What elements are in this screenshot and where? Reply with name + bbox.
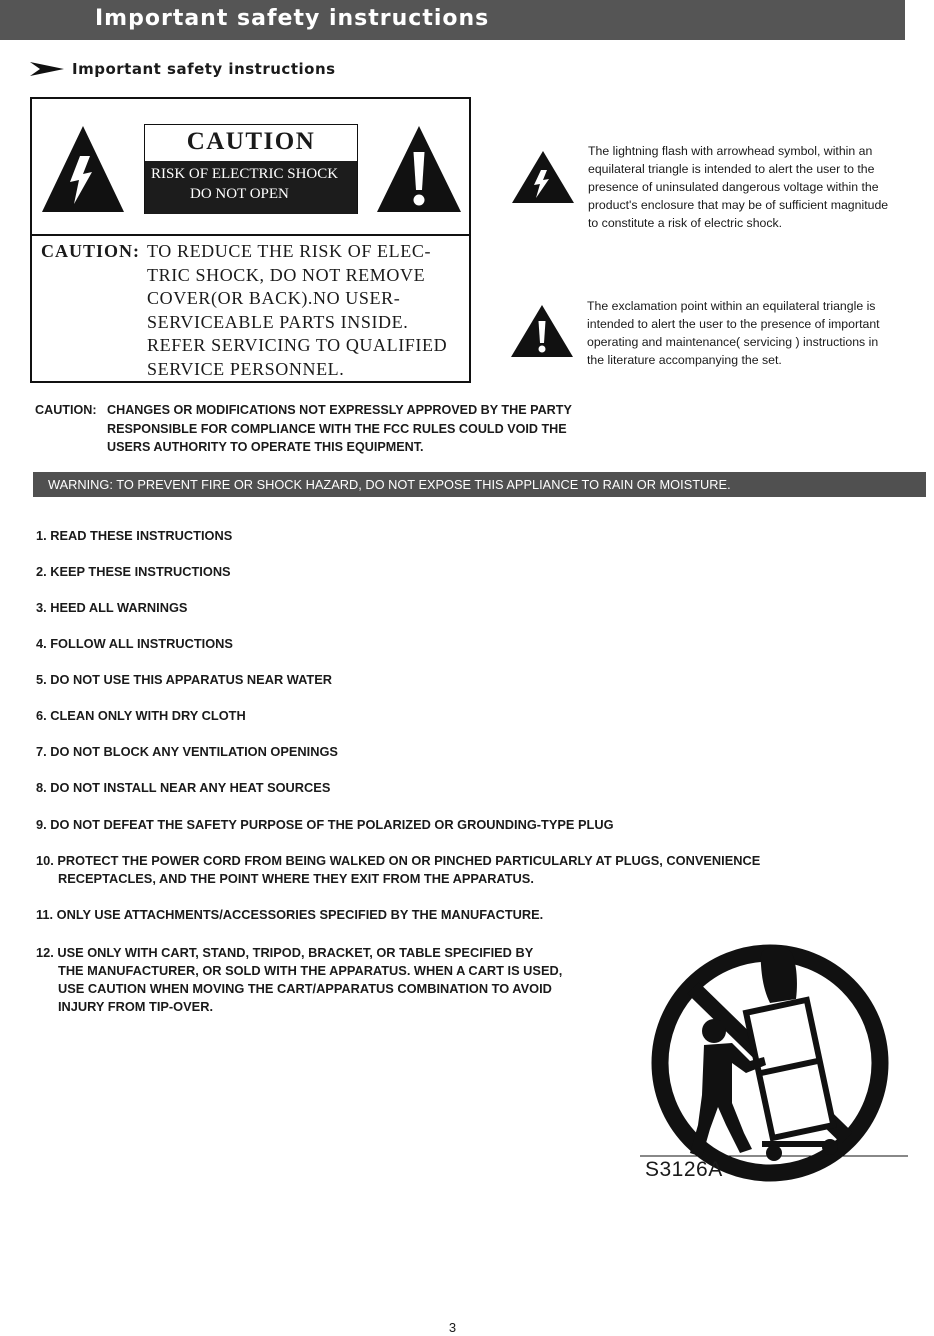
- section-heading-text: Important safety instructions: [72, 60, 336, 78]
- description-line: to constitute a risk of electric shock.: [588, 216, 783, 230]
- exclamation-triangle-icon: [510, 304, 574, 358]
- caution-label-box: [30, 97, 471, 383]
- instruction-text: 8. DO NOT INSTALL NEAR ANY HEAT SOURCES: [36, 780, 331, 795]
- caution-label-dark-panel: [145, 161, 357, 214]
- description-line: equilateral triangle is intended to alert the user to the: [588, 162, 875, 176]
- list-item: [36, 906, 543, 924]
- caution-text-line: REFER SERVICING TO QUALIFIED: [147, 335, 448, 355]
- instruction-continuation: INJURY FROM TIP-OVER.: [58, 999, 213, 1014]
- caution-bottom-label: CAUTION:: [41, 241, 141, 261]
- list-item: [36, 852, 760, 888]
- caution-text-line: SERVICEABLE PARTS INSIDE.: [147, 311, 409, 332]
- description-line: operating and maintenance( servicing ) instructions in: [587, 335, 879, 349]
- instruction-text: 5. DO NOT USE THIS APPARATUS NEAR WATER: [36, 672, 333, 687]
- caution-do-not-open-text: DO NOT OPEN: [190, 186, 289, 202]
- lightning-triangle-icon: [40, 124, 126, 214]
- caution-label-top: [32, 99, 469, 234]
- caution-text-line: TRIC SHOCK, DO NOT REMOVE: [147, 264, 426, 285]
- list-item: [36, 816, 614, 834]
- list-item: [36, 527, 232, 545]
- list-item: [36, 779, 330, 797]
- list-item: [36, 671, 332, 689]
- instruction-text: 6. CLEAN ONLY WITH DRY CLOTH: [36, 708, 246, 723]
- cart-warning-code: S3126A: [645, 1158, 723, 1181]
- header-bar: [0, 0, 905, 40]
- instruction-text: 11. ONLY USE ATTACHMENTS/ACCESSORIES SPECIFIED BY THE MANUFACTURE.: [36, 907, 544, 922]
- description-line: product's enclosure that may be of sufficient magnitude: [588, 198, 889, 212]
- description-line: The lightning flash with arrowhead symbol, within an: [588, 144, 873, 158]
- caution-text-line: SERVICE PERSONNEL.: [147, 358, 345, 379]
- instruction-text: 1. READ THESE INSTRUCTIONS: [36, 528, 233, 543]
- list-item: [36, 635, 233, 653]
- lightning-triangle-icon: [511, 150, 575, 204]
- list-item: [36, 944, 562, 1016]
- instruction-text: 10. PROTECT THE POWER CORD FROM BEING WALKED ON OR PINCHED PARTICULARLY AT PLUGS, CONVENIENCE: [36, 853, 761, 868]
- fcc-caution-line: CHANGES OR MODIFICATIONS NOT EXPRESSLY APPROVED BY THE PARTY: [107, 403, 572, 417]
- caution-divider: [32, 234, 469, 236]
- list-item: [36, 743, 338, 761]
- fcc-caution-line: USERS AUTHORITY TO OPERATE THIS EQUIPMENT.: [107, 440, 424, 454]
- caution-title: CAUTION: [186, 128, 316, 155]
- instruction-text: 2. KEEP THESE INSTRUCTIONS: [36, 564, 231, 579]
- cart-tip-over-icon: [640, 935, 908, 1190]
- exclamation-symbol-description: [587, 297, 880, 369]
- warning-text: WARNING: TO PREVENT FIRE OR SHOCK HAZARD, DO NOT EXPOSE THIS APPLIANCE TO RAIN OR MOISTURE.: [48, 477, 731, 492]
- instruction-text: 7. DO NOT BLOCK ANY VENTILATION OPENINGS: [36, 744, 338, 759]
- caution-text-line: TO REDUCE THE RISK OF ELEC-: [147, 241, 432, 261]
- arrow-right-icon: [30, 62, 64, 76]
- warning-bar: [33, 472, 926, 497]
- instruction-continuation: USE CAUTION WHEN MOVING THE CART/APPARATUS COMBINATION TO AVOID: [58, 981, 552, 996]
- section-heading: [30, 58, 336, 80]
- list-item: [36, 563, 231, 581]
- lightning-symbol-description: [588, 142, 888, 232]
- caution-text-lines: [147, 240, 447, 381]
- description-line: presence of uninsulated dangerous voltage within the: [588, 180, 879, 194]
- instruction-text: 4. FOLLOW ALL INSTRUCTIONS: [36, 636, 233, 651]
- fcc-caution-lines: [107, 401, 572, 457]
- list-item: [36, 599, 187, 617]
- instruction-text: 12. USE ONLY WITH CART, STAND, TRIPOD, BRACKET, OR TABLE SPECIFIED BY: [36, 945, 534, 960]
- instruction-continuation: RECEPTACLES, AND THE POINT WHERE THEY EXIT FROM THE APPARATUS.: [58, 871, 534, 886]
- instruction-text: 9. DO NOT DEFEAT THE SAFETY PURPOSE OF THE POLARIZED OR GROUNDING-TYPE PLUG: [36, 817, 614, 832]
- exclamation-triangle-icon: [375, 124, 463, 214]
- caution-label: [144, 124, 358, 214]
- instruction-text: 3. HEED ALL WARNINGS: [36, 600, 188, 615]
- page-number: 3: [448, 1320, 457, 1335]
- caution-text-line: COVER(OR BACK).NO USER-: [147, 288, 401, 308]
- list-item: [36, 707, 246, 725]
- description-line: the literature accompanying the set.: [587, 353, 782, 367]
- description-line: The exclamation point within an equilateral triangle is: [587, 299, 876, 313]
- caution-risk-text: RISK OF ELECTRIC SHOCK: [151, 166, 339, 182]
- description-line: intended to alert the user to the presence of important: [587, 317, 880, 331]
- fcc-caution-label: CAUTION:: [35, 403, 97, 417]
- fcc-caution-line: RESPONSIBLE FOR COMPLIANCE WITH THE FCC RULES COULD VOID THE: [107, 421, 567, 436]
- instruction-continuation: THE MANUFACTURER, OR SOLD WITH THE APPARATUS. WHEN A CART IS USED,: [58, 963, 563, 978]
- page-title: Important safety instructions: [95, 6, 490, 31]
